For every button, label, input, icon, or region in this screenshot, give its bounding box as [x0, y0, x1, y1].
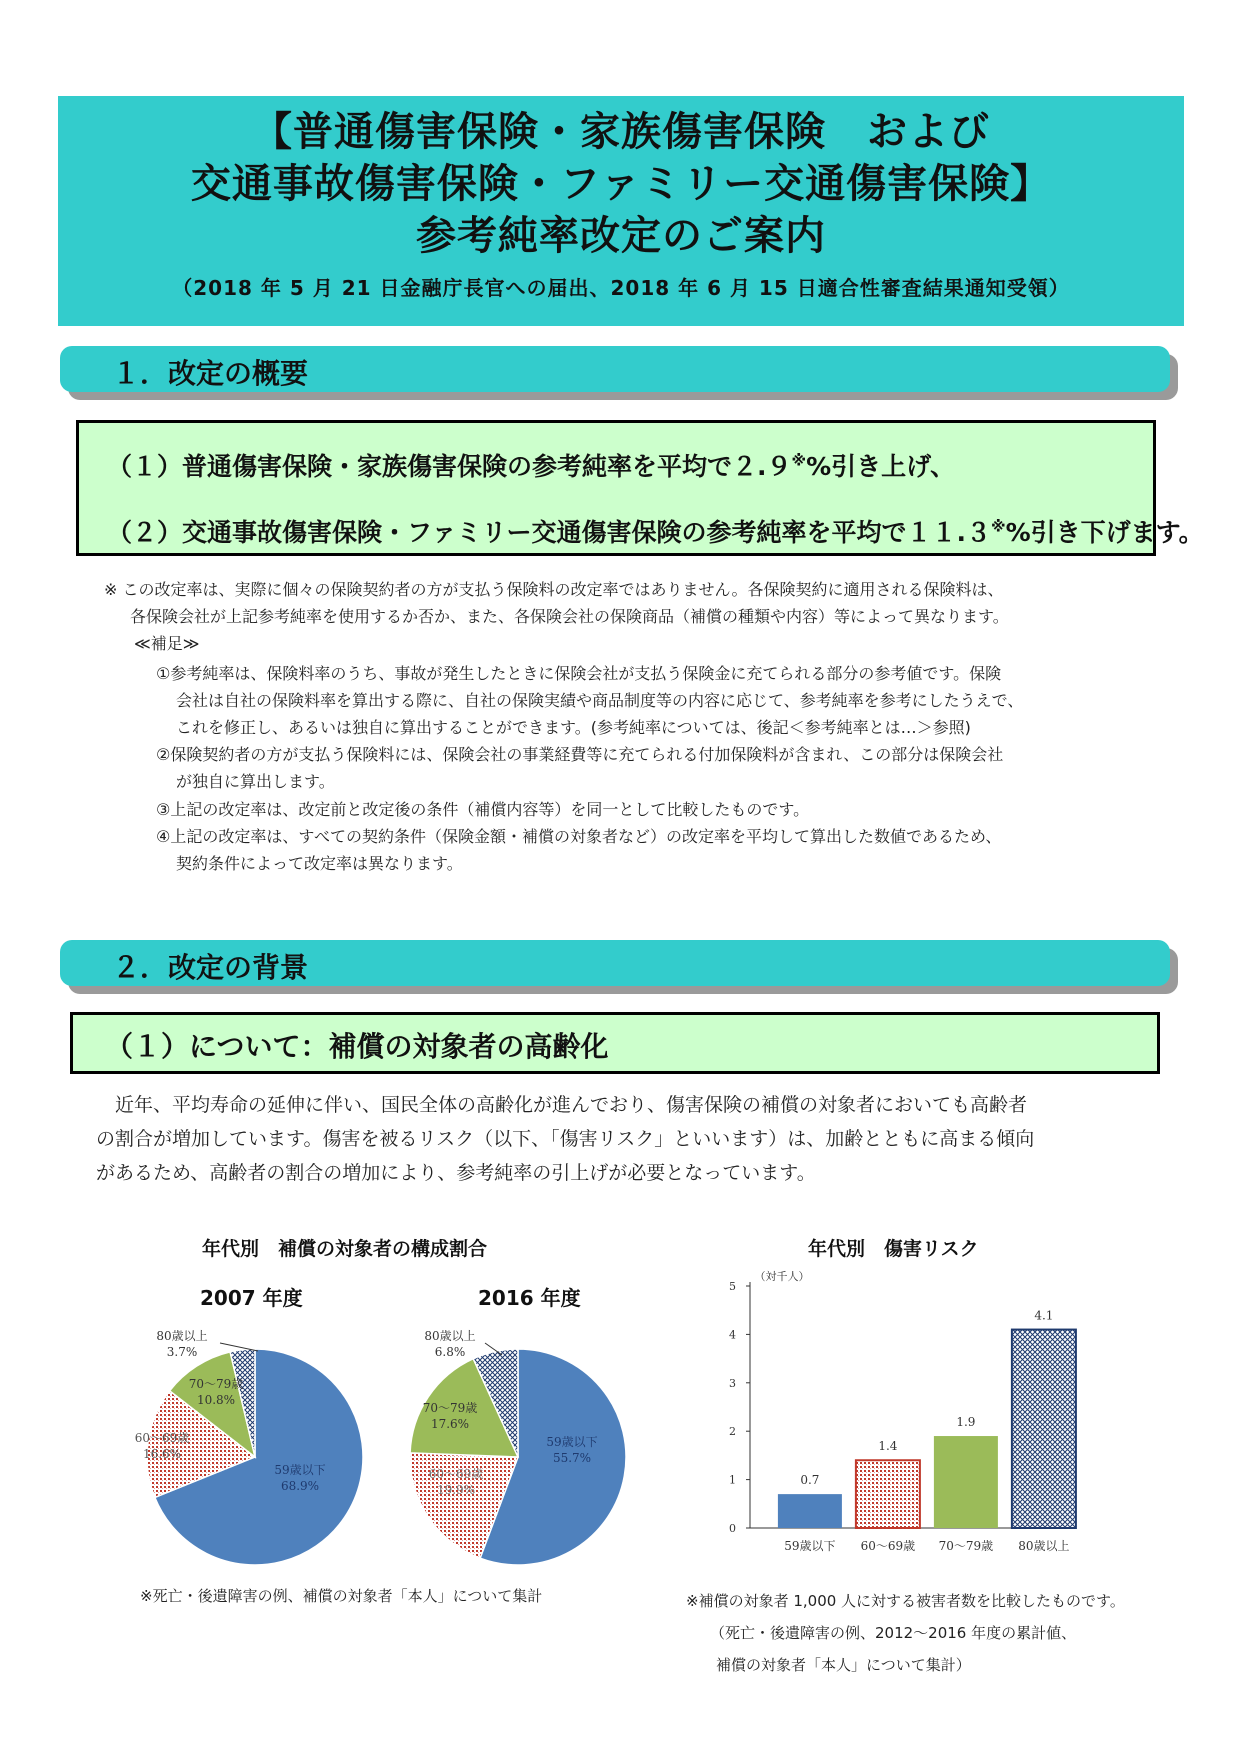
pie-value-label: 17.6% — [430, 1417, 470, 1431]
y-tick-label: 4 — [729, 1328, 736, 1342]
bar-chart-title: 年代別 傷害リスク — [808, 1238, 979, 1260]
summary-box — [76, 420, 1204, 556]
footnote-mark: ※ — [991, 517, 1006, 536]
summary-item-1 — [107, 447, 955, 483]
pie-2007 — [135, 1328, 363, 1565]
summary-item-2-text: （２）交通事故傷害保険・ファミリー交通傷害保険の参考純率を平均で１１.３ — [107, 518, 992, 547]
title-line-2: 交通事故傷害保険・ファミリー交通傷害保険】 — [190, 161, 1052, 207]
pie-caption: ※死亡・後遺障害の例、補償の対象者「本人」について集計 — [140, 1587, 543, 1605]
bar-caption-1: ※補償の対象者 1,000 人に対する被害者数を比較したものです。 — [686, 1592, 1125, 1610]
note-line: ④上記の改定率は、すべての契約条件（保険金額・補償の対象者など）の改定率を平均して算出した数値であるため、 — [156, 827, 1002, 846]
pie-value-label: 55.7% — [552, 1451, 592, 1465]
bar-4 — [1012, 1330, 1076, 1528]
bar-caption-3: 補償の対象者「本人」について集計） — [716, 1656, 971, 1674]
bar-caption-2: （死亡・後遺障害の例、2012～2016 年度の累計値、 — [710, 1624, 1077, 1642]
pie-category-label: 60～69歳 — [134, 1431, 190, 1445]
summary-item-2-suffix: %引き下げます。 — [1005, 518, 1204, 547]
section-1-heading: １．改定の概要 — [112, 357, 309, 390]
pie-2-title: 2016 年度 — [478, 1286, 581, 1310]
y-tick-label: 2 — [729, 1425, 736, 1439]
pie-value-label: 3.7% — [166, 1345, 198, 1359]
y-axis-unit: （対千人） — [754, 1270, 810, 1283]
title-subtitle: （2018 年 5 月 21 日金融庁長官への届出、2018 年 6 月 15 日適合性審査結果通知受領） — [172, 276, 1070, 300]
x-tick-label: 70～79歳 — [938, 1539, 994, 1553]
y-tick-label: 5 — [729, 1280, 736, 1293]
bar-3 — [934, 1436, 998, 1528]
y-tick-label: 3 — [729, 1376, 736, 1390]
pie-charts — [120, 1310, 680, 1570]
note-line: ②保険契約者の方が支払う保険料には、保険会社の事業経費等に充てられる付加保険料が含まれ、この部分は保険会社 — [156, 745, 1004, 764]
bar-2 — [856, 1460, 920, 1528]
note-line: ≪補足≫ — [134, 634, 200, 653]
pie-category-label: 60～69歳 — [428, 1467, 484, 1481]
x-tick-label: 80歳以上 — [1018, 1539, 1070, 1553]
pie-category-label: 80歳以上 — [156, 1329, 208, 1343]
pie-category-label: 70～79歳 — [422, 1401, 478, 1415]
note-line: 契約条件によって改定率は異なります。 — [176, 854, 463, 873]
body-line: があるため、高齢者の割合の増加により、参考純率の引上げが必要となっています。 — [96, 1162, 816, 1184]
section-2-header — [60, 940, 1170, 986]
y-tick-label: 1 — [729, 1473, 736, 1487]
x-tick-label: 60～69歳 — [860, 1539, 916, 1553]
pie-value-label: 16.6% — [142, 1447, 182, 1461]
pie-value-label: 6.8% — [434, 1345, 466, 1359]
summary-item-1-text: （１）普通傷害保険・家族傷害保険の参考純率を平均で２.９ — [107, 452, 792, 481]
section-2-heading: ２．改定の背景 — [112, 951, 309, 984]
pie-value-label: 10.8% — [196, 1393, 236, 1407]
bar-chart — [700, 1262, 1080, 1572]
note-line: 各保険会社が上記参考純率を使用するか否か、また、各保険会社の保険商品（補償の種類や内容）等によって異なります。 — [130, 607, 1009, 626]
bar-value-label: 0.7 — [800, 1473, 820, 1488]
bar-value-label: 4.1 — [1034, 1308, 1054, 1323]
title-line-3: 参考純率改定のご案内 — [416, 213, 826, 259]
bar-1 — [778, 1494, 842, 1528]
subsection-header — [70, 1012, 1160, 1074]
bar-value-label: 1.9 — [956, 1415, 976, 1430]
bar-value-label: 1.4 — [878, 1439, 898, 1454]
body-line: の割合が増加しています。傷害を被るリスク（以下、「傷害リスク」といいます）は、加齢とともに高まる傾向 — [96, 1128, 1035, 1150]
summary-item-2 — [107, 513, 1204, 549]
pie-category-label: 59歳以下 — [546, 1435, 598, 1449]
pie-category-label: 80歳以上 — [424, 1329, 476, 1343]
title-banner — [58, 96, 1184, 326]
note-line: ※ この改定率は、実際に個々の保険契約者の方が支払う保険料の改定率ではありません。各保険契約に適用される保険料は、 — [104, 580, 1004, 599]
pie-category-label: 59歳以下 — [274, 1463, 326, 1477]
note-line: ①参考純率は、保険料率のうち、事故が発生したときに保険会社が支払う保険金に充てられる部分の参考値です。保険 — [156, 664, 1002, 683]
pie-category-label: 70～79歳 — [188, 1377, 244, 1391]
note-line: これを修正し、あるいは独自に算出することができます。(参考純率については、後記＜参考純率とは…＞参照) — [176, 718, 971, 737]
pie-chart-title: 年代別 補償の対象者の構成割合 — [202, 1238, 488, 1260]
body-line: 近年、平均寿命の延伸に伴い、国民全体の高齢化が進んでおり、傷害保険の補償の対象者においても高齢者 — [96, 1094, 1028, 1116]
note-line: が独自に算出します。 — [176, 772, 335, 791]
pie-value-label: 19.9% — [436, 1483, 476, 1497]
title-line-1: 【普通傷害保険・家族傷害保険 および — [252, 109, 990, 155]
pie-1-title: 2007 年度 — [200, 1286, 303, 1310]
footnote-mark: ※ — [791, 451, 807, 470]
pie-value-label: 68.9% — [280, 1479, 320, 1493]
summary-item-1-suffix: %引き上げ、 — [806, 452, 956, 481]
note-line: ③上記の改定率は、改定前と改定後の条件（補償内容等）を同一として比較したものです。 — [156, 800, 810, 819]
x-tick-label: 59歳以下 — [784, 1539, 836, 1553]
subsection-heading: （１）について：補償の対象者の高齢化 — [105, 1030, 609, 1063]
pie-2016 — [410, 1328, 626, 1565]
y-tick-label: 0 — [729, 1522, 736, 1535]
section-1-header — [60, 346, 1170, 392]
note-line: 会社は自社の保険料率を算出する際に、自社の保険実績や商品制度等の内容に応じて、参考純率を参考にしたうえで、 — [176, 691, 1024, 710]
